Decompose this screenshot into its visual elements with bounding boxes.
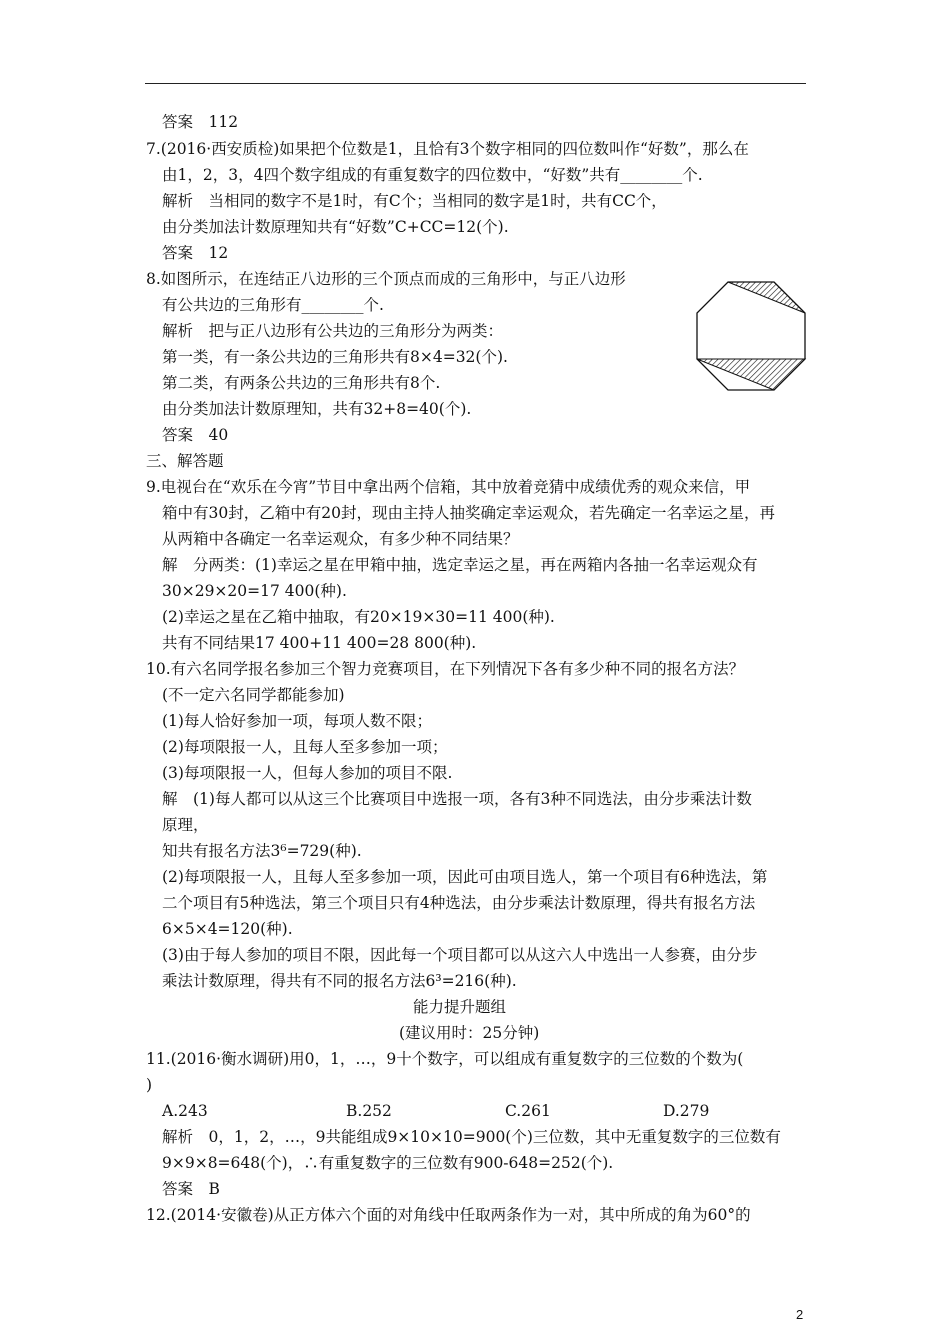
text-line: 9×9×8=648(个)，∴有重复数字的三位数有900-648=252(个). — [162, 1154, 614, 1172]
text-line: 解析 把与正八边形有公共边的三角形分为两类： — [162, 322, 504, 340]
text-line: 答案 112 — [162, 113, 239, 131]
text-line: 12.(2014·安徽卷)从正方体六个面的对角线中任取两条作为一对，其中所成的角为60°的 — [146, 1206, 751, 1224]
text-line: (3)由于每人参加的项目不限，因此每一个项目都可以从这六人中选出一人参赛，由分步 — [162, 946, 758, 964]
text-line: 第一类，有一条公共边的三角形共有8×4=32(个). — [162, 348, 508, 366]
text-line: 答案 40 — [162, 426, 229, 444]
text-line: 10.有六名同学报名参加三个智力竞赛项目，在下列情况下各有多少种不同的报名方法？ — [146, 660, 745, 678]
text-line: 能力提升题组 — [413, 998, 507, 1016]
text-line: B.252 — [346, 1102, 392, 1120]
text-line: 由1，2，3，4四个数字组成的有重复数字的四位数中，“好数”共有________个. — [162, 166, 703, 184]
text-line: 由分类加法计数原理知共有“好数”C+CC=12(个). — [162, 218, 509, 236]
text-line: 知共有报名方法3⁶=729(种). — [162, 842, 362, 860]
page-number: 2 — [796, 1307, 804, 1322]
text-line: 原理， — [162, 816, 209, 834]
text-line: (2)幸运之星在乙箱中抽取，有20×19×30=11 400(种). — [162, 608, 555, 626]
text-line: D.279 — [663, 1102, 710, 1120]
text-line: 解析 0，1，2，…，9共能组成9×10×10=900(个)三位数，其中无重复数字的三位数有 — [162, 1128, 781, 1146]
text-line: 30×29×20=17 400(种). — [162, 582, 347, 600]
text-line: 从两箱中各确定一名幸运观众，有多少种不同结果？ — [162, 530, 519, 548]
text-line: 有公共边的三角形有________个. — [162, 296, 384, 314]
text-line: 解 分两类：(1)幸运之星在甲箱中抽，选定幸运之星，再在两箱内各抽一名幸运观众有 — [162, 556, 758, 574]
text-line: 三、解答题 — [146, 452, 224, 470]
text-line: 答案 12 — [162, 244, 229, 262]
text-line: 解析 当相同的数字不是1时，有C个；当相同的数字是1时，共有CC个， — [162, 192, 667, 210]
text-line: 第二类，有两条公共边的三角形共有8个. — [162, 374, 441, 392]
text-line: (2)每项限报一人，且每人至多参加一项，因此可由项目选人，第一个项目有6种选法，第 — [162, 868, 768, 886]
text-line: A.243 — [162, 1102, 208, 1120]
text-line: (2)每项限报一人，且每人至多参加一项； — [162, 738, 448, 756]
text-line: 乘法计数原理，得共有不同的报名方法6³=216(种). — [162, 972, 517, 990]
octagon-figure — [695, 280, 807, 392]
text-line: 箱中有30封，乙箱中有20封，现由主持人抽奖确定幸运观众，若先确定一名幸运之星，再 — [162, 504, 775, 522]
text-line: 11.(2016·衡水调研)用0，1，…，9十个数字，可以组成有重复数字的三位数的个数为( — [146, 1050, 744, 1068]
text-line: (1)每人恰好参加一项，每项人数不限； — [162, 712, 432, 730]
text-line: 8.如图所示，在连结正八边形的三个顶点而成的三角形中，与正八边形 — [146, 270, 626, 288]
text-line: 由分类加法计数原理知，共有32+8=40(个). — [162, 400, 472, 418]
text-line: 解 (1)每人都可以从这三个比赛项目中选报一项，各有3种不同选法，由分步乘法计数 — [162, 790, 752, 808]
text-line: 共有不同结果17 400+11 400=28 800(种). — [162, 634, 477, 652]
text-line: (建议用时：25分钟) — [399, 1024, 540, 1042]
text-line: 6×5×4=120(种). — [162, 920, 293, 938]
text-line: (3)每项限报一人，但每人参加的项目不限. — [162, 764, 453, 782]
text-line: (不一定六名同学都能参加) — [162, 686, 345, 704]
text-line: 二个项目有5种选法，第三个项目只有4种选法，由分步乘法计数原理，得共有报名方法 — [162, 894, 756, 912]
text-line: 答案 B — [162, 1180, 220, 1198]
text-line: 7.(2016·西安质检)如果把个位数是1，且恰有3个数字相同的四位数叫作“好数”，那么在 — [146, 140, 749, 158]
header-rule — [145, 83, 806, 84]
text-line: ) — [146, 1076, 153, 1094]
text-line: 9.电视台在“欢乐在今宵”节目中拿出两个信箱，其中放着竞猜中成绩优秀的观众来信，甲 — [146, 478, 751, 496]
text-line: C.261 — [505, 1102, 551, 1120]
